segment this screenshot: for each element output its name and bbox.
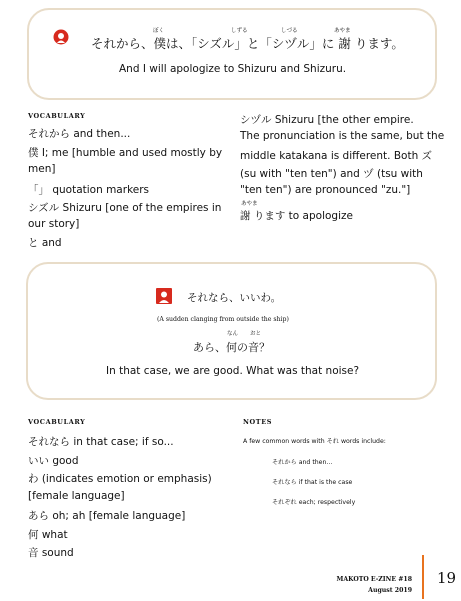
vocab1-line: それから and then... <box>28 128 131 140</box>
ruby-boku: ぼく <box>153 28 165 34</box>
vocab2-line: あら oh; ah [female language] <box>28 510 186 522</box>
vocab1-right-line: 謝 ります to apologize <box>240 210 353 222</box>
samurai-icon <box>53 29 69 45</box>
dialogue-en-2: In that case, we are good. What was that noise? <box>106 365 360 377</box>
vocab1-right-line: (su with "ten ten") and ヅ (tsu with <box>240 168 423 180</box>
notes-item: それぞれ each; respectively <box>272 499 356 506</box>
ruby-ayama: あやま <box>334 28 351 34</box>
ruby-shizuru: しずる <box>231 28 248 34</box>
vocab1-line: 僕 I; me [humble and used mostly by <box>28 147 223 159</box>
vocab1-line: our story] <box>28 218 80 230</box>
ruby-nan: なん <box>227 331 239 337</box>
vocab2-line: 何 what <box>28 529 68 541</box>
notes-item: それから and then... <box>272 459 333 466</box>
notes-item: それなら if that is the case <box>272 479 353 486</box>
vocab2-line: 音 sound <box>28 547 74 559</box>
dialogue-jp-2a: それなら、いいわ。 <box>187 292 282 304</box>
page-divider <box>422 555 424 599</box>
dialogue-jp-1: それから、僕は、「シズル」と「シヅル」に 謝 ります。 <box>91 36 404 51</box>
vocab-heading-2: VOCABULARY <box>28 418 86 426</box>
vocab-heading-1: VOCABULARY <box>28 112 86 120</box>
vocab2-line: いい good <box>28 455 79 467</box>
page-number: 19 <box>437 569 457 587</box>
ruby-shizuru-2: しづる <box>281 28 298 34</box>
notes-intro: A few common words with それ words include: <box>243 438 386 445</box>
stage-direction: (A sudden clanging from outside the ship) <box>157 316 289 323</box>
ruby-ayama-vocab: あやま <box>241 201 258 207</box>
vocab2-line: [female language] <box>28 490 125 502</box>
vocab1-line: と and <box>28 237 62 249</box>
samurai-icon <box>156 288 172 304</box>
vocab2-line: わ (indicates emotion or emphasis) <box>28 473 212 485</box>
dialogue-jp-2b: あら、何の音？ <box>193 341 270 354</box>
vocab1-right-line: "ten ten") are pronounced "zu."] <box>240 184 411 196</box>
footer-magazine: MAKOTO E-ZINE #18 <box>336 576 412 583</box>
vocab1-right-line: シヅル Shizuru [the other empire. <box>240 114 414 126</box>
dialogue-en-1: And I will apologize to Shizuru and Shizuru. <box>119 63 347 75</box>
vocab1-line: men] <box>28 163 56 175</box>
dialogue-box-1 <box>27 8 437 100</box>
ruby-oto: おと <box>250 331 262 337</box>
vocab2-line: それなら in that case; if so... <box>28 436 174 448</box>
vocab1-line: シズル Shizuru [one of the empires in <box>28 202 222 214</box>
vocab1-right-line: middle katakana is different. Both ズ <box>240 150 433 162</box>
footer-date: August 2019 <box>368 587 412 594</box>
notes-heading: NOTES <box>243 418 273 426</box>
vocab1-line: 「」 quotation markers <box>28 184 150 196</box>
vocab1-right-line: The pronunciation is the same, but the <box>240 130 445 142</box>
